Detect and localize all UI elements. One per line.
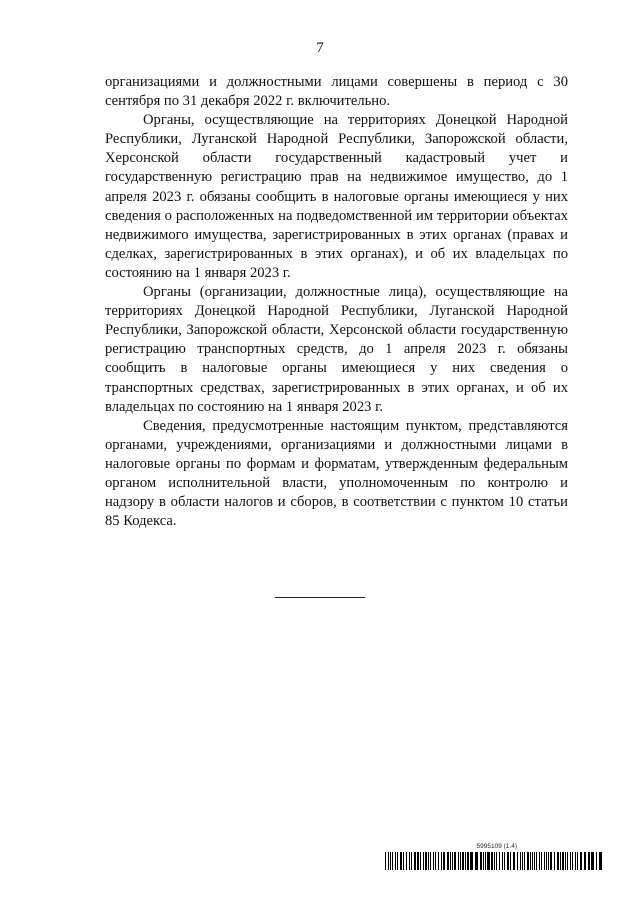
- paragraph-continued: организациями и должностными лицами совершены в период с 30 сентября по 31 декабря 2022 г. включительно.: [105, 74, 568, 110]
- page-number: 7: [316, 40, 324, 56]
- paragraph-submission-forms: Сведения, предусмотренные настоящим пунктом, представляются органами, учреждениями, организациями и должностными лицами в налоговые органы по формам и форматам, утвержденным федеральным органом исполнительной власти, уполномоченным по контролю и надзору в области налогов и сборов, в соответствии с пунктом 10 статьи 85 Кодекса.: [105, 417, 568, 530]
- document-barcode-block: [385, 843, 603, 870]
- end-of-text-divider: [275, 597, 365, 598]
- document-body: [105, 73, 568, 531]
- paragraph-real-estate-registration: Органы, осуществляющие на территориях Донецкой Народной Республики, Луганской Народной Республики, Запорожской области, Херсонской области государственный кадастровый учет и государственную регистрацию прав на недвижимое имущество, до 1 апреля 2023 г. обязаны сообщить в налоговые органы имеющиеся у них сведения о расположенных на подведомственной им территории объектах недвижимого имущества, зарегистрированных в этих органах (правах и сделках, зарегистрированных в этих органах), и об их владельцах по состоянию на 1 января 2023 г.: [105, 112, 568, 281]
- barcode-icon: [385, 852, 603, 870]
- barcode-label: 5995109 (1.4): [476, 843, 517, 850]
- paragraph-vehicle-registration: Органы (организации, должностные лица), осуществляющие на территориях Донецкой Народной Республики, Луганской Народной Республики, Запорожской области, Херсонской области государственную регистрацию транспортных средств, до 1 апреля 2023 г. обязаны сообщить в налоговые органы имеющиеся у них сведения о транспортных средствах, зарегистрированных в этих органах, и об их владельцах по состоянию на 1 января 2023 г.: [105, 284, 568, 415]
